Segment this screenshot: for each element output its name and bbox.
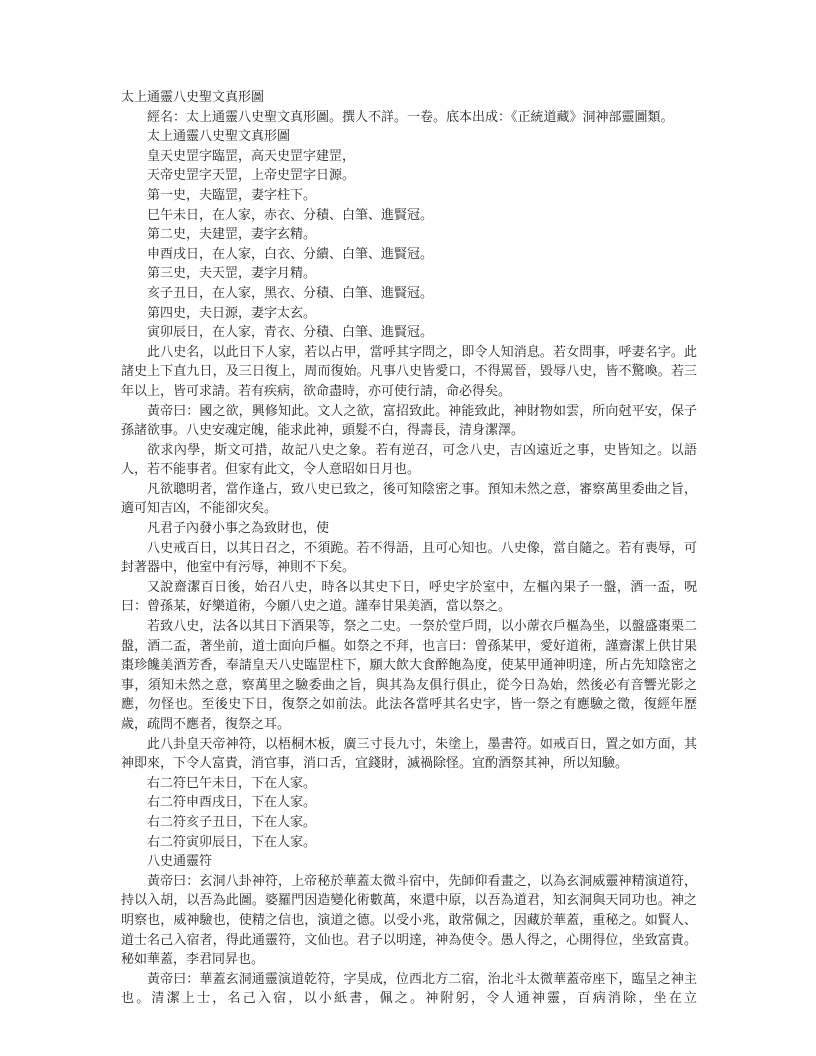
text-line: 第四史，夫日源，妻字太玄。 — [147, 305, 317, 321]
text-line: 第二史，夫建罡，妻字玄精。 — [147, 227, 317, 243]
text-line: 右二符巳午未日，下在人家。 — [147, 775, 317, 791]
paragraph: 此八卦皇天帝神符，以梧桐木板，廣三寸長九寸，朱塗上，墨書符。如戒百日，置之如方面，其神即來，下令人富貴，消官事，消口舌，宜錢財，滅禍除怪。宜酌酒祭其神，所以知驗。 — [121, 736, 697, 772]
paragraph: 黃帝曰：玄洞八卦神符，上帝秘於華蓋太微斗宿中，先師仰看畫之，以為玄洞威靈神精演道符，持以入胡，以吾為此圖。婆羅門因造變化術數萬，來還中原，以吾為道君，知玄洞與天同功也。神之明察也，威神驗也，使精之信也，演道之德。以受小兆，敢常佩之，因藏於華蓋，重秘之。如賢人、道士名己入宿者，得此通靈符，文仙也。君子以明達，神為使令。愚人得之，心開得位，坐致富貴。秘如華蓋，李君同昇也。 — [121, 873, 697, 968]
text-line: 經名：太上通靈八史聖文真形圖。撰人不詳。一卷。底本出成：《正統道藏》洞神部靈圖類。 — [147, 109, 674, 125]
paragraph: 八史戒百日，以其日召之，不須跪。若不得語，且可心知也。八史像，當自隨之。若有喪辱，可封著器中，他室中有污辱，神則不下矣。 — [121, 540, 697, 576]
text-line: 皇天史罡字臨罡，高天史罡字建罡， — [147, 148, 356, 164]
text-line: 申酉戌日，在人家，白衣、分繢、白筆、進賢冠。 — [147, 246, 434, 262]
paragraph: 凡欲聰明者，當作逢占，致八史已致之，後可知陰密之事。預知未然之意，審察萬里委曲之旨，適可知吉凶，不能卻灾矣。 — [121, 481, 697, 517]
paragraph: 黃帝曰：華蓋玄洞通靈演道乾符，字昊成，位西北方二宿，治北斗太微華蓋帝座下，臨呈之神主也。清潔上士，名己入宿，以小紙書，佩之。神附躬，令人通神靈，百病消除，坐在立 — [121, 971, 697, 1007]
text-line: 亥子丑日，在人家，黑衣、分積、白筆、進賢冠。 — [147, 285, 434, 301]
text-line: 第一史，夫臨罡，妻字柱下。 — [147, 187, 317, 203]
text-line: 天帝史罡字天罡，上帝史罡字日源。 — [147, 168, 356, 184]
text-line: 八史通靈符 — [147, 854, 213, 870]
page-title: 太上通靈八史聖文真形圖 — [121, 90, 265, 105]
text-line: 太上通靈八史聖文真形圖 — [147, 129, 291, 145]
paragraph: 此八史名，以此日下人家，若以占甲，當呼其字問之，即令人知消息。若女問事，呼妻名字。此諸史上下直九日，及三日復上，周而復始。凡事八史皆愛口，不得罵晉，毀辱八史，皆不驚喚。若三年以上，皆可求請。若有疾病，欲命盡時，亦可使行請，命必得矣。 — [121, 344, 697, 399]
text-line: 巳午未日，在人家，赤衣、分積、白筆、進賢冠。 — [147, 207, 434, 223]
text-line: 右二符亥子丑日，下在人家。 — [147, 814, 317, 830]
paragraph: 又說齋潔百日後，始召八史，時各以其史下日，呼史字於室中，左樞內果子一盤，酒一盃，呪曰：曾孫某，好樂道術，今願八史之道。謹奉甘果美酒，當以祭之。 — [121, 579, 697, 615]
paragraph: 欲求內學，斯文可措，故記八史之象。若有逆召，可念八史，吉凶遠近之事，史皆知之。以語人，若不能事者。但家有此文，令人意昭如日月也。 — [121, 442, 697, 478]
paragraph: 若致八史，法各以其日下酒果等，祭之二史。一祭於堂戶問，以小蓆衣戶樞為坐，以盤盛棗栗二盤，酒二盃，著坐前，道士面向戶樞。如祭之不拜，也言曰：曾孫某甲，愛好道術，謹齋潔上供甘果棗珍饞美酒芳香，奉請皇天八史臨罡柱下，願大飲大食醉飽為度，使某甲通神明達，所占先知陰密之事，須知未然之意，察萬里之驗委曲之旨，與其為友俱行俱止，從今日為始，然後必有音響光影之應，勿怪也。至後史下日，復祭之如前法。此法各當呼其名史字，皆一祭之有應驗之徵，復經年歷歲，疏問不應者，復祭之耳。 — [121, 619, 697, 732]
text-line: 右二符寅卯辰日，下在人家。 — [147, 834, 317, 850]
paragraph: 黃帝曰：國之欲，興修知此。文人之欲，富招致此。神能致此，神財物如雲，所向尅平安，保子孫諸欲事。八史安魂定魄，能求此神，頭髮不白，得壽長，清身潔澤。 — [121, 403, 697, 439]
text-line: 右二符申酉戌日，下在人家。 — [147, 795, 317, 811]
text-line: 第三史，夫天罡，妻字月精。 — [147, 266, 317, 282]
document-body — [121, 88, 697, 1009]
text-line: 凡君子內發小事之為致財也，使 — [147, 521, 330, 537]
text-line: 寅卯辰日，在人家，青衣、分積、白筆、進賢冠。 — [147, 325, 434, 341]
